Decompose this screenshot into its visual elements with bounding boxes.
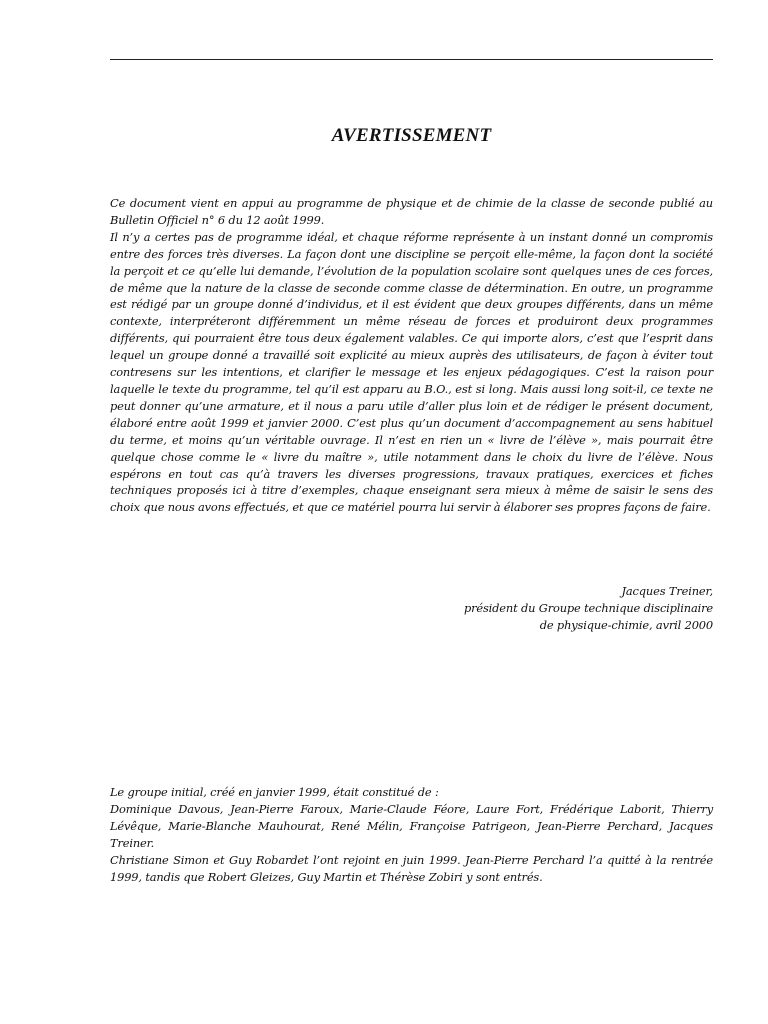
group-paragraph-3: Christiane Simon et Guy Robardet l’ont rejoint en juin 1999. Jean-Pierre Perchard l’a quitté à la rentrée 1999, tandis que Robert Gleizes, Guy Martin et Thérèse Zobiri y sont entrés. bbox=[110, 852, 713, 884]
intro-paragraph-2: Il n’y a certes pas de programme idéal, et chaque réforme représente à un instant donné un compromis entre des forces très diverses. La façon dont une discipline se perçoit elle-même, la façon dont la société la perçoit et ce qu’elle lui demande, l’évolution de la population scolaire sont quelques unes de ces forces, de même que la nature de la classe de seconde comme classe de détermination. En outre, un programme est rédigé par un groupe donné d’individus, et il est évident que deux groupes différents, dans un même contexte, interpréteront différemment un même réseau de forces et produiront deux programmes différents, qui pourraient être tous deux également valables. Ce qui importe alors, c’est que l’esprit dans lequel un groupe donné a travaillé soit explicité au mieux auprès des utilisateurs, de façon à éviter tout contresens sur les intentions, et clarifier le message et les enjeux pédagogiques. C’est la raison pour laquelle le texte du programme, tel qu’il est apparu au B.O., est si long. Mais aussi long soit-il, ce texte ne peut donner qu’une armature, et il nous a paru utile d’aller plus loin et de rédiger le présent document, élaboré entre août 1999 et janvier 2000. C’est plus qu’un document d’accompagnement au sens habituel du terme, et moins qu’un véritable ouvrage. Il n’est en rien un « livre de l’élève », mais pourrait être quelque chose comme le « livre du maître », utile notamment dans le choix du livre de l’élève. Nous espérons en tout cas qu’à travers les diverses progressions, travaux pratiques, exercices et fiches techniques proposés ici à titre d’exemples, chaque enseignant sera mieux à même de saisir le sens des choix que nous avons effectués, et que ce matériel pourra lui servir à élaborer ses propres façons de faire. bbox=[110, 229, 713, 515]
intro-paragraph-1: Ce document vient en appui au programme de physique et de chimie de la classe de seconde publié au Bulletin Officiel n° 6 du 12 août 1999. bbox=[110, 196, 713, 227]
page-title: AVERTISSEMENT bbox=[331, 125, 492, 146]
group-text bbox=[110, 784, 713, 885]
top-rule bbox=[110, 59, 713, 60]
group-paragraph-2: Dominique Davous, Jean-Pierre Faroux, Marie-Claude Féore, Laure Fort, Frédérique Laborit, Thierry Lévêque, Marie-Blanche Mauhourat, René Mélin, Françoise Patrigeon, Jean-Pierre Perchard, Jacques Treiner. bbox=[110, 801, 713, 850]
signature-place-date: de physique-chimie, avril 2000 bbox=[539, 617, 713, 632]
intro-text bbox=[110, 195, 713, 516]
signature-block bbox=[110, 583, 713, 634]
group-paragraph-1: Le groupe initial, créé en janvier 1999, était constitué de : bbox=[110, 785, 439, 799]
signature-name: Jacques Treiner, bbox=[621, 584, 713, 598]
signature-role: président du Groupe technique disciplinaire bbox=[463, 600, 713, 615]
